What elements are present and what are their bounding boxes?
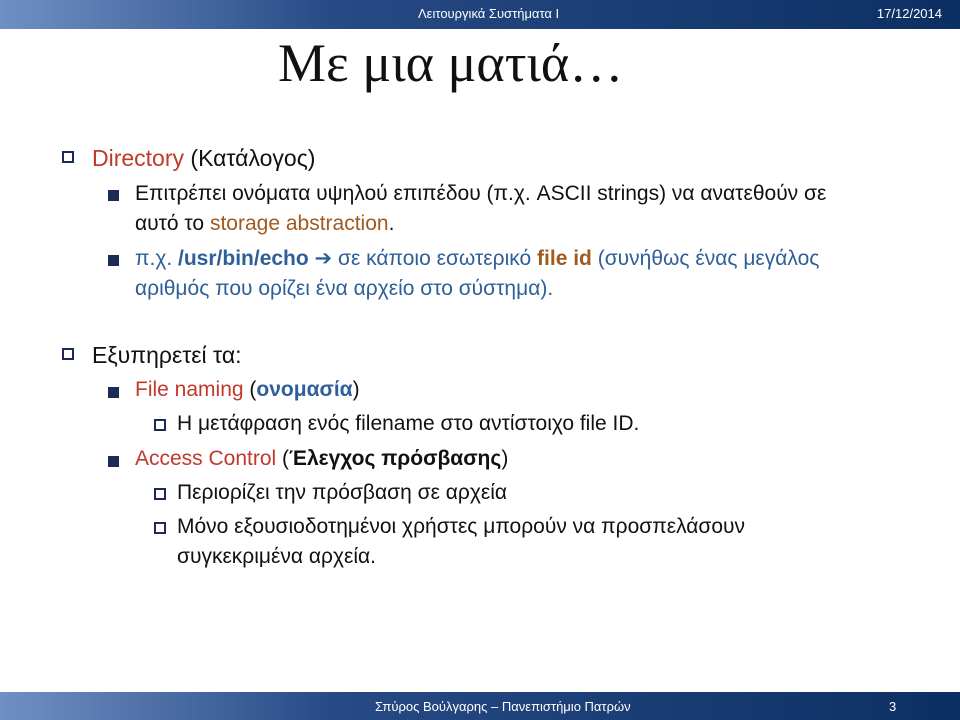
term-directory: Directory bbox=[92, 145, 185, 171]
example-middle: σε κάποιο εσωτερικό bbox=[332, 247, 538, 270]
hollow-square-bullet-icon bbox=[154, 419, 166, 431]
naming-close: ) bbox=[352, 378, 360, 401]
example-prefix: π.χ. bbox=[135, 247, 179, 270]
path-echo: /usr/bin/echo bbox=[178, 247, 309, 270]
solid-square-bullet-icon bbox=[108, 387, 119, 398]
bullet-file-naming bbox=[135, 378, 360, 402]
hollow-square-bullet-icon bbox=[62, 348, 74, 360]
term-storage-abstraction: storage abstraction bbox=[209, 212, 389, 235]
access-close: ) bbox=[501, 447, 509, 470]
naming-open: ( bbox=[243, 378, 257, 401]
course-title: Λειτουργικά Συστήματα Ι bbox=[418, 6, 560, 21]
access-open: ( bbox=[276, 447, 290, 470]
bullet-example-line2: αριθμός που ορίζει ένα αρχείο στο σύστημα). bbox=[135, 277, 554, 300]
term-access-control: Access Control bbox=[135, 447, 277, 470]
hollow-square-bullet-icon bbox=[154, 488, 166, 500]
bullet-access-restrict: Περιορίζει την πρόσβαση σε αρχεία bbox=[177, 481, 508, 504]
example-after: (συνήθως ένας μεγάλος bbox=[591, 247, 820, 270]
bullet-names-line2 bbox=[135, 212, 394, 236]
footer-bar bbox=[0, 692, 960, 720]
bullet-access-authorized-line1: Μόνο εξουσιοδοτημένοι χρήστες μπορούν να προσπελάσουν bbox=[177, 515, 746, 538]
access-greek: Έλεγχος πρόσβασης bbox=[289, 447, 502, 470]
bullet-access-authorized-line2: συγκεκριμένα αρχεία. bbox=[177, 545, 376, 568]
bullet-directory bbox=[92, 145, 315, 172]
bullet-serves: Εξυπηρετεί τα: bbox=[92, 342, 242, 368]
bullet-naming-detail: Η μετάφραση ενός filename στο αντίστοιχο file ID. bbox=[177, 412, 640, 435]
directory-greek: (Κατάλογος) bbox=[184, 145, 316, 171]
bullet-access-control bbox=[135, 447, 508, 471]
hollow-square-bullet-icon bbox=[62, 151, 74, 163]
arrow-icon: ➔ bbox=[314, 247, 333, 270]
page-number: 3 bbox=[889, 699, 897, 714]
slide-date: 17/12/2014 bbox=[876, 6, 942, 21]
names-suffix: . bbox=[388, 212, 395, 235]
header-bar bbox=[0, 0, 960, 29]
term-file-id: file id bbox=[537, 247, 592, 270]
hollow-square-bullet-icon bbox=[154, 522, 166, 534]
solid-square-bullet-icon bbox=[108, 190, 119, 201]
term-file-naming: File naming bbox=[135, 378, 244, 401]
footer-author: Σπύρος Βούλγαρης – Πανεπιστήμιο Πατρών bbox=[375, 699, 631, 714]
bullet-example-line1 bbox=[135, 246, 819, 271]
naming-greek: ονομασία bbox=[256, 378, 353, 401]
names-prefix: αυτό το bbox=[135, 212, 210, 235]
solid-square-bullet-icon bbox=[108, 456, 119, 467]
solid-square-bullet-icon bbox=[108, 255, 119, 266]
slide-title: Με μια ματιά… bbox=[278, 33, 624, 93]
bullet-names-line1: Επιτρέπει ονόματα υψηλού επιπέδου (π.χ. ASCII strings) να ανατεθούν σε bbox=[135, 182, 827, 205]
